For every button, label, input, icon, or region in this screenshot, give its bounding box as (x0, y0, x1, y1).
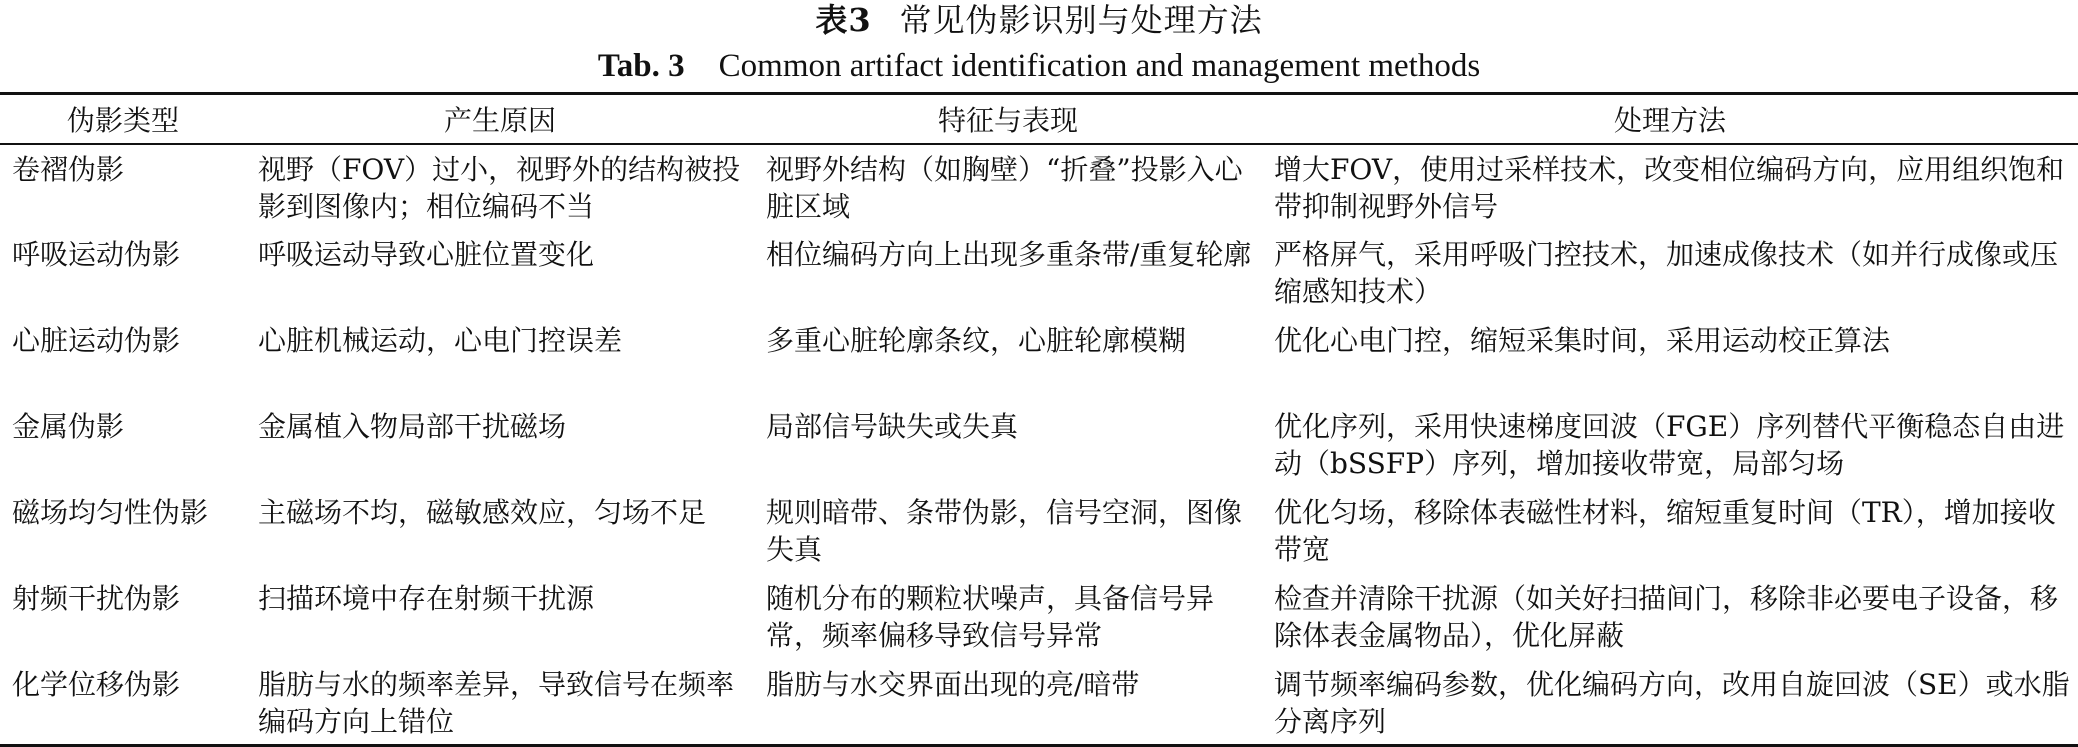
cell-cause: 视野（FOV）过小，视野外的结构被投影到图像内；相位编码不当 (258, 152, 741, 223)
cell-features: 规则暗带、条带伪影，信号空洞，图像失真 (766, 495, 1243, 566)
cell-features: 相位编码方向上出现多重条带/重复轮廓 (766, 237, 1252, 271)
table-number-chinese: 表3 (815, 1, 872, 39)
cell-cause: 主磁场不均，磁敏感效应，匀场不足 (258, 495, 707, 529)
table-row (0, 574, 2078, 660)
cell-features: 多重心脏轮廓条纹，心脏轮廓模糊 (766, 323, 1187, 357)
table-title-chinese: 常见伪影识别与处理方法 (899, 1, 1263, 39)
header-management: 处理方法 (1262, 94, 2078, 144)
cell-artifact-type: 磁场均匀性伪影 (12, 495, 209, 529)
header-cause: 产生原因 (246, 94, 754, 144)
cell-management: 优化序列，采用快速梯度回波（FGE）序列替代平衡稳态自由进动（bSSFP）序列，增加接收带宽，局部匀场 (1274, 409, 2065, 480)
table-title-english: Common artifact identification and management methods (718, 48, 1481, 84)
cell-management: 优化匀场，移除体表磁性材料，缩短重复时间（TR），增加接收带宽 (1274, 495, 2056, 566)
table-row (0, 316, 2078, 402)
cell-artifact-type: 心脏运动伪影 (12, 323, 181, 357)
cell-management: 检查并清除干扰源（如关好扫描间门，移除非必要电子设备，移除体表金属物品），优化屏蔽 (1274, 581, 2059, 652)
header-features: 特征与表现 (754, 94, 1262, 144)
cell-management: 严格屏气，采用呼吸门控技术，加速成像技术（如并行成像或压缩感知技术） (1274, 237, 2059, 308)
cell-features: 随机分布的颗粒状噪声，具备信号异常，频率偏移导致信号异常 (766, 581, 1215, 652)
cell-cause: 心脏机械运动，心电门控误差 (258, 323, 623, 357)
cell-artifact-type: 呼吸运动伪影 (12, 237, 181, 271)
table-row (0, 402, 2078, 488)
cell-management: 调节频率编码参数，优化编码方向，改用自旋回波（SE）或水脂分离序列 (1262, 660, 2078, 746)
cell-cause: 呼吸运动导致心脏位置变化 (258, 237, 595, 271)
table-number-english: Tab. 3 (597, 48, 685, 84)
cell-features: 局部信号缺失或失真 (766, 409, 1019, 443)
cell-artifact-type: 卷褶伪影 (12, 152, 125, 186)
table-row (0, 488, 2078, 574)
artifact-table (0, 92, 2078, 747)
cell-cause: 金属植入物局部干扰磁场 (258, 409, 567, 443)
cell-features: 脂肪与水交界面出现的亮/暗带 (754, 660, 1262, 746)
cell-management: 优化心电门控，缩短采集时间，采用运动校正算法 (1274, 323, 1891, 357)
table-caption-chinese (0, 0, 2078, 44)
table-row (0, 230, 2078, 316)
table-row (0, 144, 2078, 230)
cell-artifact-type: 化学位移伪影 (0, 660, 246, 746)
header-artifact-type: 伪影类型 (0, 94, 246, 144)
cell-artifact-type: 金属伪影 (12, 409, 125, 443)
cell-cause: 脂肪与水的频率差异，导致信号在频率编码方向上错位 (246, 660, 754, 746)
cell-features: 视野外结构（如胸壁）“折叠”投影入心脏区域 (766, 152, 1243, 223)
table-caption-english (0, 46, 2078, 88)
cell-artifact-type: 射频干扰伪影 (12, 581, 181, 615)
cell-management: 增大FOV，使用过采样技术，改变相位编码方向，应用组织饱和带抑制视野外信号 (1274, 152, 2065, 223)
table-row (0, 660, 2078, 746)
table-header-row (0, 94, 2078, 144)
cell-cause: 扫描环境中存在射频干扰源 (258, 581, 595, 615)
